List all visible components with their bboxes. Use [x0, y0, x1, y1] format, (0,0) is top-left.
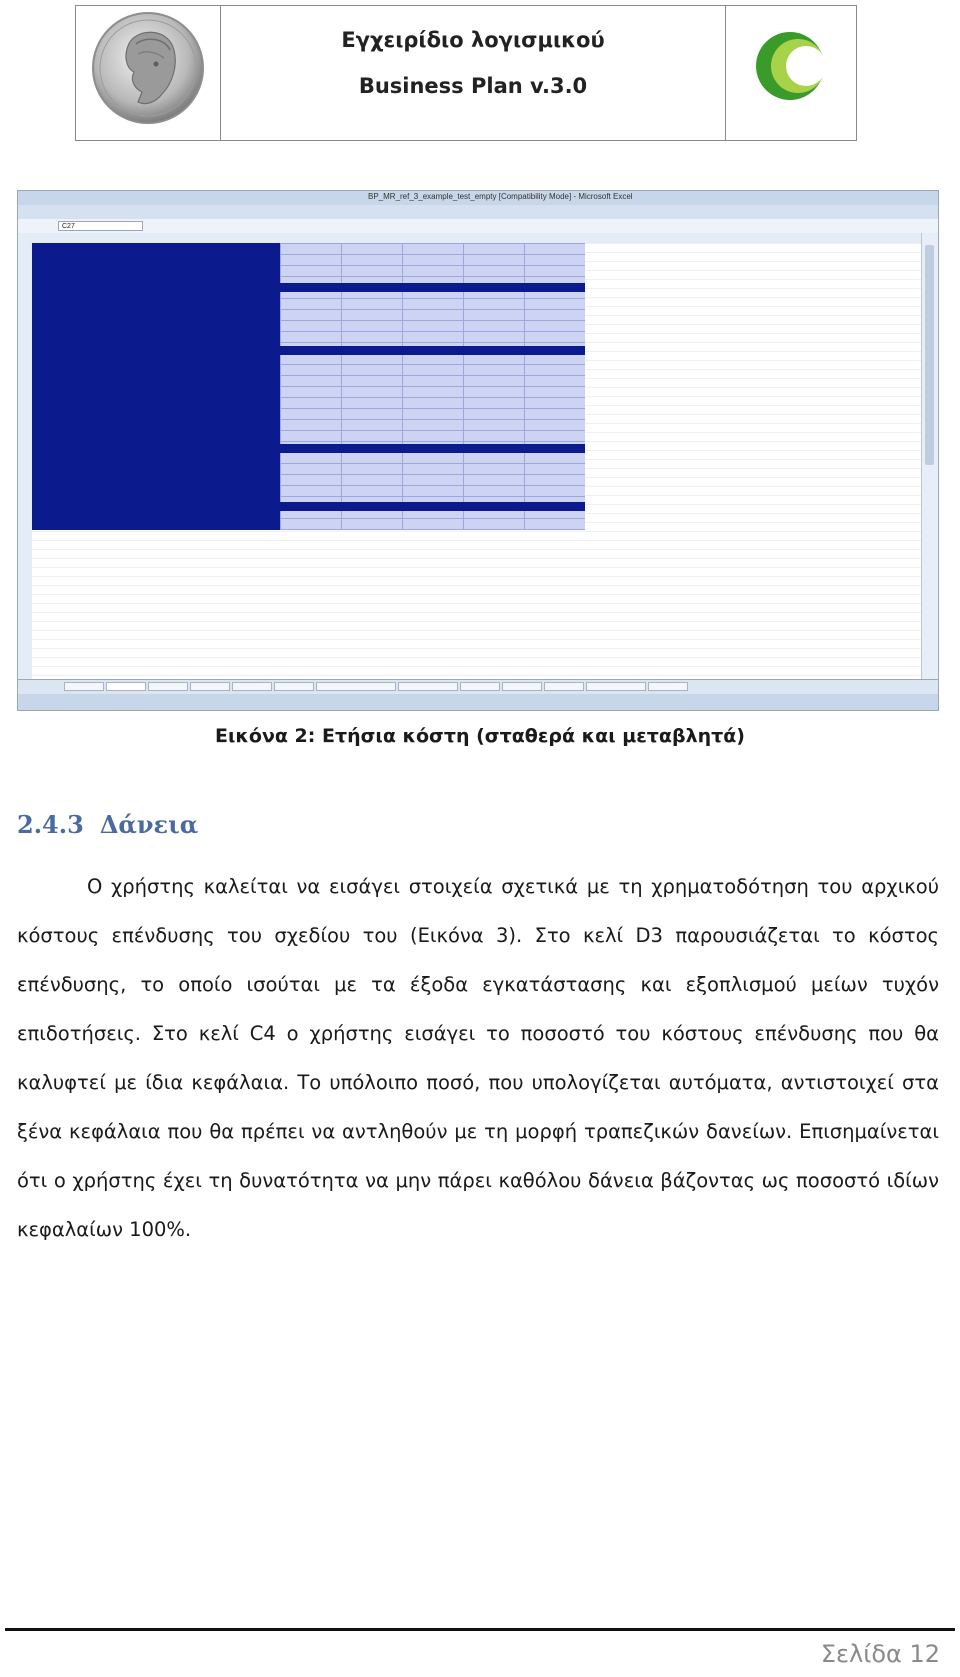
- excel-sheet-tab: [106, 682, 146, 691]
- document-title: Εγχειρίδιο λογισμικού: [341, 28, 605, 52]
- excel-sheet-tab: [586, 682, 646, 691]
- page-header: [75, 5, 857, 141]
- excel-row-headers: [18, 243, 33, 680]
- page-number: Σελίδα 12: [820, 1640, 940, 1668]
- excel-sheet-tab: [502, 682, 542, 691]
- left-logo-cell: [76, 6, 221, 140]
- excel-name-box: C27: [58, 221, 143, 231]
- excel-status-bar: [18, 694, 938, 710]
- excel-sheet-tab: [148, 682, 188, 691]
- excel-sheet-tab: [232, 682, 272, 691]
- excel-sheet-tab: [64, 682, 104, 691]
- body-paragraph: Ο χρήστης καλείται να εισάγει στοιχεία σχετικά με τη χρηματοδότηση του αρχικού κόστους επένδυσης του σχεδίου του (Εικόνα 3). Στο κελί D3 παρουσιάζεται το κόστος επένδυσης, το οποίο ισούται με τα έξοδα εγκατάστασης και εξοπλισμού μείων τυχόν επιδοτήσεις. Στο κελί C4 ο χρήστης εισάγει το ποσοστό του κόστους επένδυσης που θα καλυφτεί με ίδια κεφάλαια. Το υπόλοιπο ποσό, που υπολογίζεται αυτόματα, αντιστοιχεί στα ξένα κεφάλαια που θα πρέπει να αντληθούν με τη μορφή τραπεζικών δανείων. Επισημαίνεται ότι ο χρήστης έχει τη δυνατότητα να μην πάρει καθόλου δάνεια βάζοντας ως ποσοστό ιδίων κεφαλαίων 100%.: [17, 875, 939, 1241]
- excel-sheet-tab: [190, 682, 230, 691]
- excel-total-row: [32, 346, 585, 355]
- excel-total-row: [32, 283, 585, 292]
- excel-sheet-tabs: [18, 679, 938, 694]
- figure-caption: Εικόνα 2: Ετήσια κόστη (σταθερά και μεταβλητά): [215, 725, 745, 747]
- excel-sheet-tab: [316, 682, 396, 691]
- section-title: Δάνεια: [99, 810, 199, 839]
- excel-ribbon: [18, 205, 938, 219]
- excel-vertical-scrollbar: [921, 233, 938, 680]
- excel-total-row: [32, 502, 585, 511]
- excel-formula-bar: [18, 219, 938, 234]
- section-heading: [17, 810, 198, 839]
- excel-window-title: BP_MR_ref_3_example_test_empty [Compatibility Mode] - Microsoft Excel: [368, 192, 633, 201]
- section-number: 2.4.3: [17, 810, 84, 839]
- excel-sheet-tab: [274, 682, 314, 691]
- document-subtitle: Business Plan v.3.0: [358, 74, 588, 98]
- excel-total-row: [32, 444, 585, 453]
- excel-sheet-tab: [398, 682, 458, 691]
- excel-scroll-thumb: [925, 245, 934, 465]
- spreadsheet-screenshot: [17, 190, 939, 711]
- excel-titlebar: [18, 191, 938, 205]
- right-logo-cell: [726, 6, 856, 140]
- green-circles-logo: [726, 6, 856, 140]
- excel-sheet-tab: [460, 682, 500, 691]
- coin-head-logo: [76, 6, 221, 140]
- excel-sheet-tab: [648, 682, 688, 691]
- footer-rule: [5, 1628, 955, 1631]
- header-title-cell: [221, 6, 726, 140]
- excel-sheet-tab: [544, 682, 584, 691]
